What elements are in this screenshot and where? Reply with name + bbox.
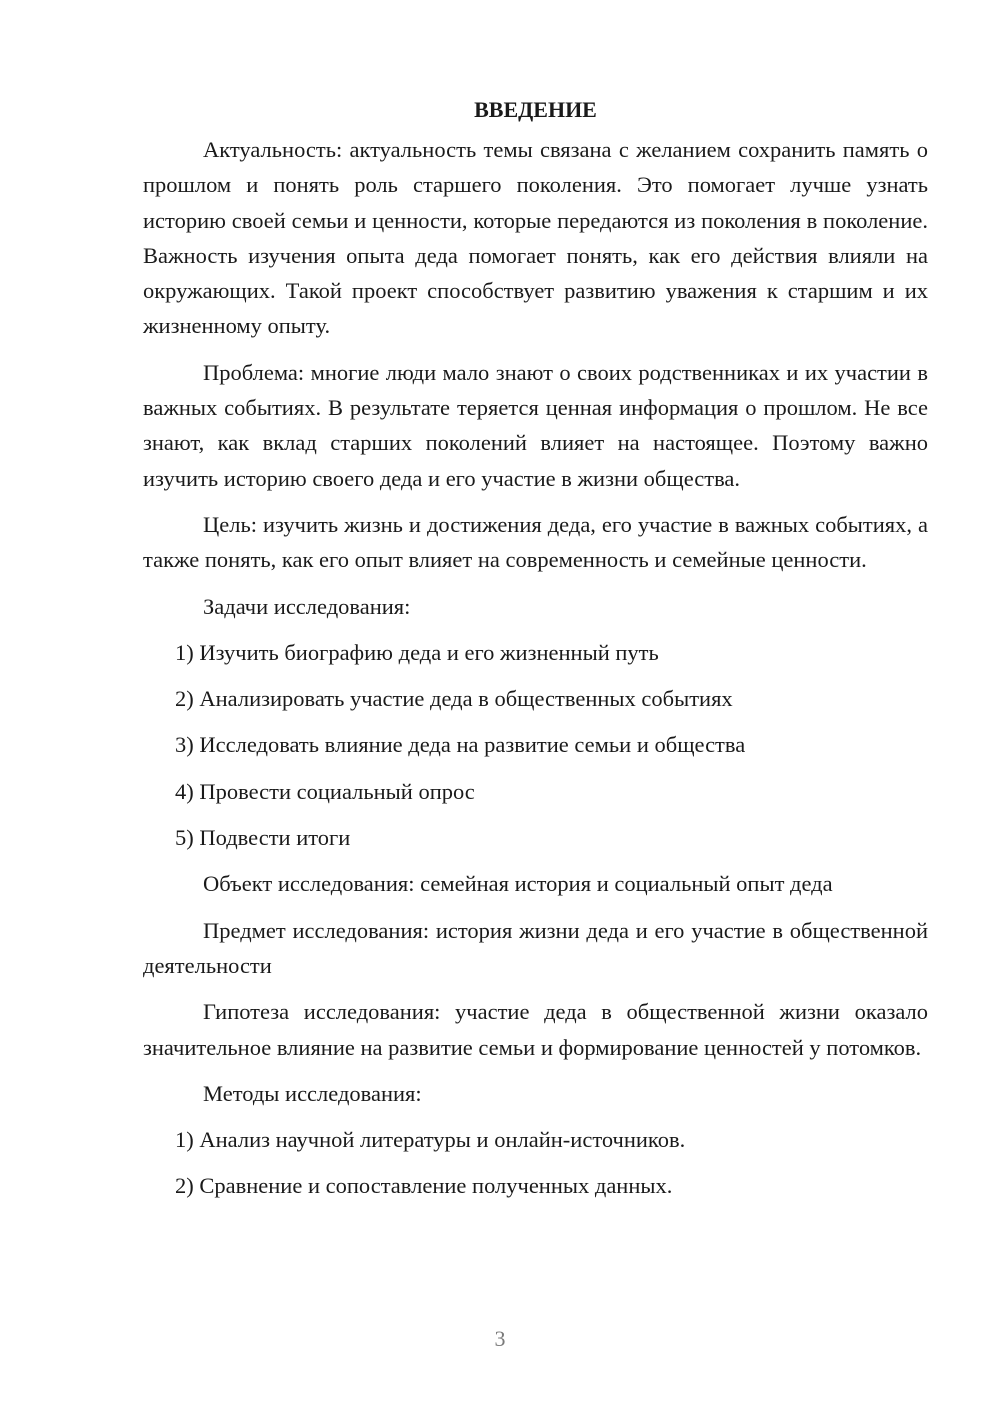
subject-paragraph: Предмет исследования: история жизни деда и его участие в общественной деятельности	[143, 917, 928, 978]
problem-paragraph: Проблема: многие люди мало знают о своих родственниках и их участии в важных событиях. В результате теряется ценная информация о прошлом. Не все знают, как вклад старших поколений влияет на настоящее. Поэтому важно изучить историю своего деда и его участие в жизни общества.	[143, 359, 928, 491]
methods-heading: Методы исследования:	[203, 1080, 422, 1106]
tasks-list	[143, 635, 928, 855]
relevance-paragraph: Актуальность: актуальность темы связана с желанием сохранить память о прошлом и понять роль старшего поколения. Это помогает лучше узнать историю своей семьи и ценности, которые передаются из поколения в поколение. Важность изучения опыта деда помогает понять, как его действия влияли на окружающих. Такой проект способствует развитию уважения к старшим и их жизненному опыту.	[143, 137, 928, 339]
hypothesis-paragraph: Гипотеза исследования: участие деда в общественной жизни оказало значительное влияние на развитие семьи и формирование ценностей у потомков.	[143, 999, 928, 1060]
page-number: 3	[494, 1326, 506, 1351]
list-item: 3) Исследовать влияние деда на развитие семьи и общества	[175, 732, 746, 758]
list-item: 2) Сравнение и сопоставление полученных данных.	[175, 1173, 673, 1199]
goal-paragraph: Цель: изучить жизнь и достижения деда, его участие в важных событиях, а также понять, как его опыт влияет на современность и семейные ценности.	[143, 511, 928, 573]
list-item: 5) Подвести итоги	[175, 825, 351, 851]
page-content	[143, 92, 928, 1204]
list-item: 1) Анализ научной литературы и онлайн-источников.	[175, 1127, 686, 1153]
list-item: 1) Изучить биографию деда и его жизненный путь	[175, 639, 659, 665]
object-paragraph: Объект исследования: семейная история и социальный опыт деда	[203, 871, 833, 897]
page-title: ВВЕДЕНИЕ	[474, 97, 597, 122]
methods-list	[143, 1122, 928, 1204]
tasks-heading: Задачи исследования:	[203, 593, 411, 619]
list-item: 2) Анализировать участие деда в общественных событиях	[175, 686, 733, 712]
list-item: 4) Провести социальный опрос	[175, 778, 475, 804]
